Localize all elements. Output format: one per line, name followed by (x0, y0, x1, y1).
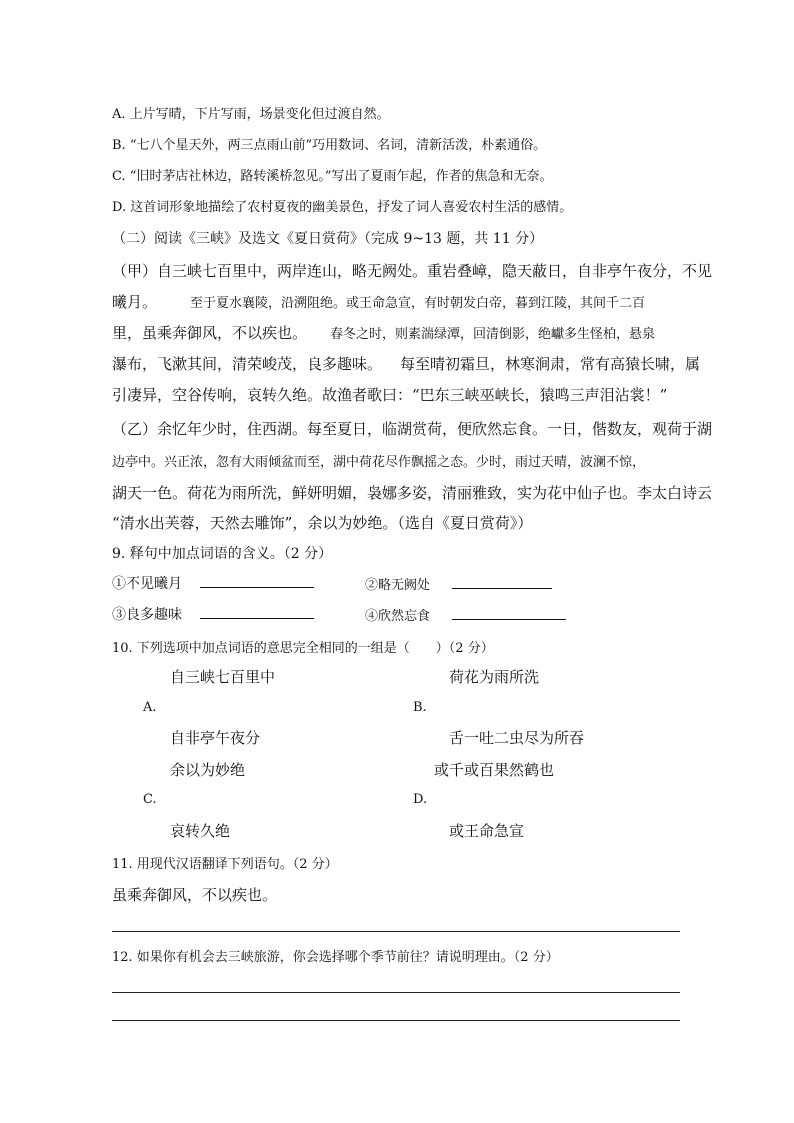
q9-item-label: ②略无阙处 (365, 578, 431, 593)
passage-line: 引凄异，空谷传响，哀转久绝。故渔者歌曰：“巴东三峡巫峡长，猿鸣三声泪沾裳！” (112, 386, 668, 404)
q12-prompt: 12. 如果你有机会去三峡旅游，你会选择哪个季节前往？请说明理由。（2 分） (112, 950, 559, 965)
q10-a-label[interactable]: A. (143, 700, 157, 715)
passage-line: 春冬之时，则素湍绿潭，回清倒影，绝巘多生怪柏，悬泉 (330, 327, 656, 342)
passage-line: “清水出芙蓉，天然去雕饰”，余以为妙绝。（选自《夏日赏荷》） (112, 514, 533, 532)
option-b: B. “七八个星天外，两三点雨山前”巧用数词、名词，清新活泼，朴素通俗。 (112, 138, 547, 153)
q10-c-top: 余以为妙绝 (170, 761, 246, 779)
q10-b-top: 荷花为雨所洗 (449, 668, 540, 686)
option-c: C. “旧时茅店社林边，路转溪桥忽见。”写出了夏雨乍起，作者的焦急和无奈。 (112, 169, 553, 184)
answer-blank[interactable] (200, 586, 314, 588)
q9-item-3 (112, 604, 314, 624)
q9-item-1 (112, 573, 314, 593)
q9-item-4 (365, 605, 566, 624)
option-a: A. 上片写晴，下片写雨，场景变化但过渡自然。 (112, 107, 390, 122)
passage-line: 至于夏水襄陵，沿溯阻绝。或王命急宣，有时朝发白帝，暮到江陵，其间千二百 (190, 296, 646, 311)
q11-prompt: 11. 用现代汉语翻译下列语句。（2 分） (112, 857, 338, 872)
q9-item-label: ①不见曦月 (112, 576, 182, 592)
q10-c-bottom: 哀转久绝 (170, 822, 231, 840)
passage-line: 里，虽乘奔御风，不以疾也。 (112, 324, 308, 342)
q10-c-label[interactable]: C. (143, 792, 157, 807)
option-d: D. 这首词形象地描绘了农村夏夜的幽美景色，抒发了词人喜爱农村生活的感情。 (112, 200, 573, 215)
q10-a-top: 自三峡七百里中 (170, 668, 276, 686)
q9-item-label: ③良多趣味 (112, 607, 182, 623)
passage-line: 边亭中。兴正浓，忽有大雨倾盆而至，湖中荷花尽作飘摇之态。少时，雨过天晴，波澜不惊， (112, 455, 646, 470)
answer-line[interactable] (112, 992, 680, 993)
answer-blank[interactable] (452, 587, 552, 589)
q10-d-top: 或千或百果然鹤也 (434, 761, 555, 779)
q10-a-bottom: 自非亭午夜分 (170, 729, 261, 747)
passage-line: 每至晴初霜旦，林寒涧肃，常有高猿长啸，属 (400, 355, 701, 373)
passage-line: （乙）余忆年少时，住西湖。每至夏日，临湖赏荷，便欣然忘食。一日，偕数友，观荷于湖 (112, 420, 713, 438)
q10-d-label[interactable]: D. (413, 792, 428, 807)
passage-line: 湖天一色。荷花为雨所洗，鲜妍明媚，袅娜多姿，清丽雅致，实为花中仙子也。李太白诗云 (112, 484, 713, 502)
q9-item-label: ④欣然忘食 (365, 609, 431, 624)
q10-prompt: 10. 下列选项中加点词语的意思完全相同的一组是（ ）（2 分） (112, 641, 494, 656)
q10-d-bottom: 或王命急宣 (449, 822, 525, 840)
q10-b-bottom: 舌一吐二虫尽为所吞 (449, 729, 585, 747)
q9-prompt: 9. 释句中加点词语的含义。（2 分） (112, 546, 333, 562)
q11-sentence: 虽乘奔御风，不以疾也。 (112, 886, 278, 904)
answer-blank[interactable] (452, 618, 566, 620)
answer-line[interactable] (112, 931, 680, 932)
q10-b-label[interactable]: B. (413, 700, 427, 715)
section-title: （二）阅读《三峡》及选文《夏日赏荷》（完成 9~13 题，共 11 分） (112, 231, 544, 247)
answer-blank[interactable] (200, 617, 314, 619)
passage-line: 瀑布，飞漱其间，清荣峻茂，良多趣味。 (112, 355, 383, 373)
passage-line: （甲）自三峡七百里中，两岸连山，略无阙处。重岩叠嶂，隐天蔽日，自非亭午夜分，不见 (112, 262, 713, 280)
answer-line[interactable] (112, 1020, 680, 1021)
passage-line: 曦月。 (112, 293, 158, 311)
q9-item-2 (365, 574, 552, 593)
